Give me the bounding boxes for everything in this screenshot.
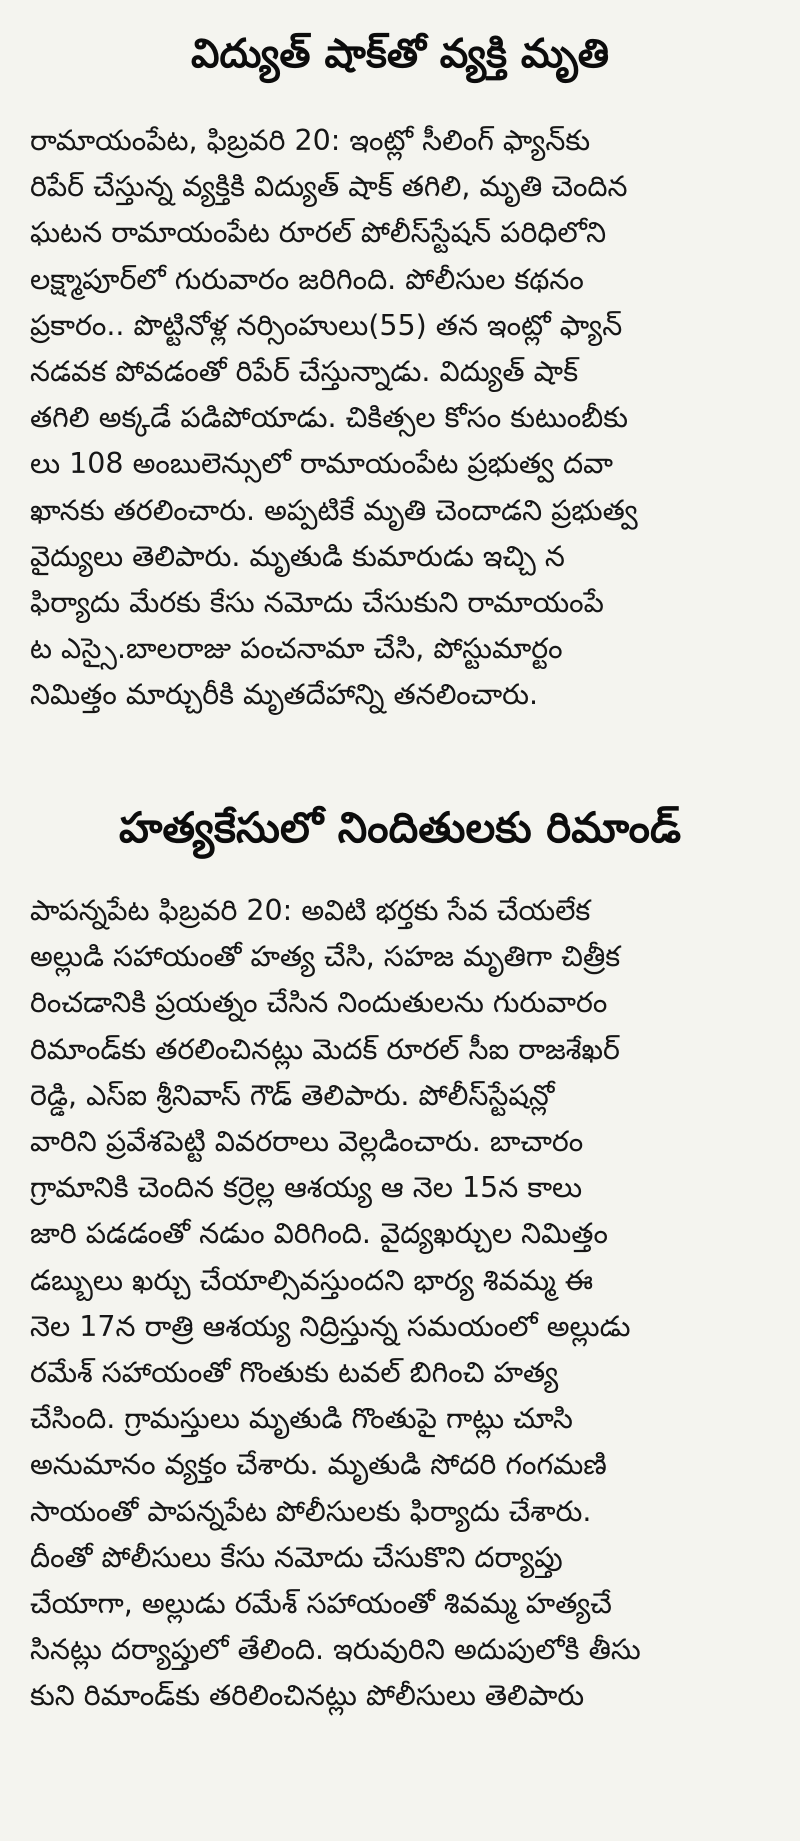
article-2-line: గ్రామానికి చెందిన కర్రెల్ల ఆశయ్య ఆ నెల 15న కాలు [30, 1171, 583, 1205]
article-2-headline: హత్యకేసులో నిందితులకు రిమాండ్ [118, 803, 682, 852]
article-1-line: లు 108 అంబులెన్సులో రామాయంపేట ప్రభుత్వ దవా [30, 447, 614, 481]
article-2-line: అనుమానం వ్యక్తం చేశారు. మృతుడి సోదరి గంగమణి [30, 1448, 607, 1482]
article-1-line: రిపేర్ చేస్తున్న వ్యక్తికి విద్యుత్ షాక్ తగిలి, మృతి చెందిన [30, 170, 628, 204]
article-1-line: ట ఎస్సై.బాలరాజు పంచనామా చేసి, పోస్టుమార్టం [30, 632, 563, 666]
article-2-line: రిమాండ్‌కు తరలించినట్లు మెదక్ రూరల్ సీఐ రాజశేఖర్ [30, 1032, 620, 1066]
article-2-line: పాపన్నపేట ఫిబ్రవరి 20: అవిటి భర్తకు సేవ చేయలేక [30, 894, 591, 927]
article-2-line: రమేశ్ సహాయంతో గొంతుకు టవల్ బిగించి హత్య [30, 1356, 559, 1390]
article-2-line: జారి పడడంతో నడుం విరిగింది. వైద్యఖర్చుల నిమిత్తం [30, 1217, 608, 1251]
article-2-line: రెడ్డి, ఎస్ఐ శ్రీనివాస్ గౌడ్ తెలిపారు. పోలీస్‌స్టేషన్లో [30, 1078, 555, 1112]
article-1-line: ఫిర్యాదు మేరకు కేసు నమోదు చేసుకుని రామాయంపే [30, 586, 604, 620]
article-1-line: ప్రకారం.. పొట్టినోళ్ల నర్సింహులు(55) తన ఇంట్లో ఫ్యాన్ [30, 308, 623, 342]
article-2-line: నెల 17న రాత్రి ఆశయ్య నిద్రిస్తున్న సమయంలో అల్లుడు [30, 1309, 631, 1343]
article-2-line: దీంతో పోలీసులు కేసు నమోదు చేసుకొని దర్యాప్తు [30, 1540, 563, 1574]
article-1-headline: విద్యుత్ షాక్‌తో వ్యక్తి మృతి [191, 31, 609, 77]
article-2-line: సాయంతో పాపన్నపేట పోలీసులకు ఫిర్యాదు చేశారు. [30, 1494, 592, 1528]
article-1-line: రామాయంపేట, ఫిబ్రవరి 20: ఇంట్లో సీలింగ్ ఫ్యాన్‌కు [30, 124, 591, 157]
article-1-line: లక్ష్మాపూర్‌లో గురువారం జరిగింది. పోలీసుల కథనం [30, 262, 584, 296]
article-2-line: సినట్లు దర్యాప్తులో తేలింది. ఇరువురిని అదుపులోకి తీసు [30, 1633, 641, 1667]
article-2-line: కుని రిమాండ్‌కు తరిలించినట్లు పోలీసులు తెలిపారు [30, 1679, 585, 1713]
article-2-body [30, 888, 782, 1720]
article-2-line: రించడానికి ప్రయత్నం చేసిన నిందుతులను గురువారం [30, 986, 608, 1020]
article-1-body [30, 118, 782, 719]
article-1-line: వైద్యులు తెలిపారు. మృతుడి కుమారుడు ఇచ్చి న [30, 539, 565, 573]
article-2-line: అల్లుడి సహాయంతో హత్య చేసి, సహజ మృతిగా చిత్రీక [30, 940, 621, 974]
article-2-line: చేయాగా, అల్లుడు రమేశ్ సహాయంతో శివమ్మ హత్యచే [30, 1587, 612, 1621]
article-1-line: నిమిత్తం మార్చురీకి మృతదేహాన్ని తనలించారు. [30, 678, 538, 712]
article-2-line: చేసింది. గ్రామస్తులు మృతుడి గొంతుపై గాట్లు చూసి [30, 1402, 573, 1436]
article-1-line: ఖానకు తరలించారు. అప్పటికే మృతి చెందాడని ప్రభుత్వ [30, 493, 638, 527]
article-2-line: డబ్బులు ఖర్చు చేయాల్సివస్తుందని భార్య శివమ్మ ఈ [30, 1263, 594, 1297]
article-1-line: ఘటన రామాయంపేట రూరల్ పోలీస్‌స్టేషన్ పరిధిలోని [30, 216, 607, 250]
article-1-line: తగిలి అక్కడే పడిపోయాడు. చికిత్సల కోసం కుటుంబీకు [30, 401, 628, 435]
article-2-line: వారిని ప్రవేశపెట్టి వివరరాలు వెల్లడించారు. బాచారం [30, 1125, 584, 1159]
article-1-line: నడవక పోవడంతో రిపేర్ చేస్తున్నాడు. విద్యుత్ షాక్ [30, 355, 579, 389]
cut-off-text-fragment [20, 0, 790, 8]
